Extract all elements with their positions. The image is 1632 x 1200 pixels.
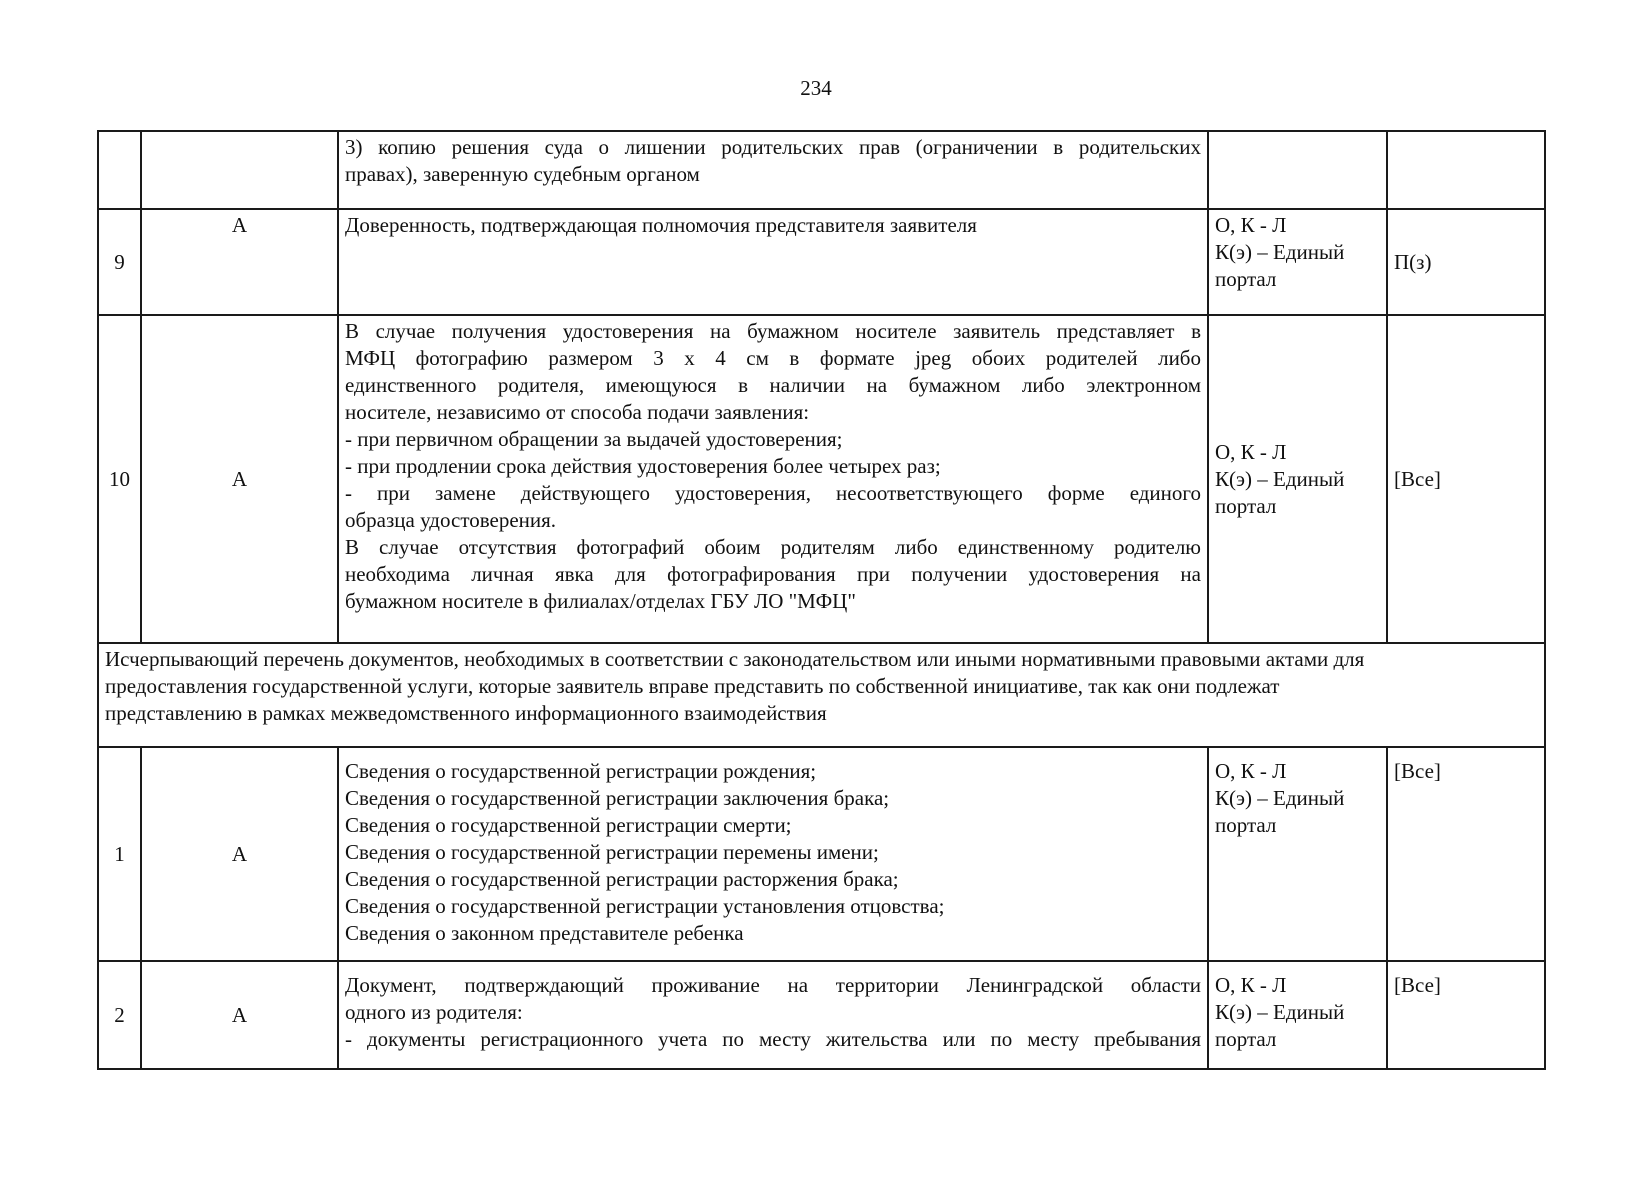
row-form: О, К - Л К(э) – Единый портал bbox=[1208, 747, 1387, 961]
row-form bbox=[1208, 131, 1387, 209]
row-category: А bbox=[141, 315, 338, 643]
section-heading: Исчерпывающий перечень документов, необходимых в соответствии с законодательством или иными нормативными правовыми актами для предоставления государственной услуги, которые заявитель вправе представить по собственной инициативе, так как они подлежат представлению в рамках межведомственного информационного взаимодействия bbox=[98, 643, 1545, 747]
row-applicants: [Все] bbox=[1387, 315, 1545, 643]
table-row bbox=[98, 131, 1545, 209]
row-applicants: П(з) bbox=[1387, 209, 1545, 315]
row-description: 3) копию решения суда о лишении родительских прав (ограничении в родительских правах), заверенную судебным органом bbox=[338, 131, 1208, 209]
table-row bbox=[98, 209, 1545, 315]
row-category: А bbox=[141, 961, 338, 1069]
row-form: О, К - Л К(э) – Единый портал bbox=[1208, 961, 1387, 1069]
table-row bbox=[98, 961, 1545, 1069]
row-category bbox=[141, 131, 338, 209]
row-number: 1 bbox=[98, 747, 141, 961]
row-form: О, К - Л К(э) – Единый портал bbox=[1208, 209, 1387, 315]
table-row bbox=[98, 315, 1545, 643]
row-number bbox=[98, 131, 141, 209]
documents-table bbox=[97, 130, 1546, 1070]
row-description: Доверенность, подтверждающая полномочия представителя заявителя bbox=[338, 209, 1208, 315]
row-description: В случае получения удостоверения на бумажном носителе заявитель представляет в МФЦ фотографию размером 3 х 4 см в формате jpeg обоих родителей либо единственного родителя, имеющуюся в наличии на бумажном либо электронном носителе, независимо от способа подачи заявления: - при первичном обращении за выдачей удостоверения; - при продлении срока действия удостоверения более четырех раз; - при замене действующего удостоверения, несоответствующего форме единого образца удостоверения. В случае отсутствия фотографий обоим родителям либо единственному родителю необходима личная явка для фотографирования при получении удостоверения на бумажном носителе в филиалах/отделах ГБУ ЛО "МФЦ" bbox=[338, 315, 1208, 643]
row-applicants: [Все] bbox=[1387, 961, 1545, 1069]
row-number: 2 bbox=[98, 961, 141, 1069]
page-number: 234 bbox=[800, 76, 832, 100]
row-description: Сведения о государственной регистрации рождения; Сведения о государственной регистрации заключения брака; Сведения о государственной регистрации смерти; Сведения о государственной регистрации перемены имени; Сведения о государственной регистрации расторжения брака; Сведения о государственной регистрации установления отцовства; Сведения о законном представителе ребенка bbox=[338, 747, 1208, 961]
row-category: А bbox=[141, 209, 338, 315]
row-category: А bbox=[141, 747, 338, 961]
row-form: О, К - Л К(э) – Единый портал bbox=[1208, 315, 1387, 643]
section-header-row bbox=[98, 643, 1545, 747]
row-number: 9 bbox=[98, 209, 141, 315]
row-applicants bbox=[1387, 131, 1545, 209]
row-description: Документ, подтверждающий проживание на территории Ленинградской области одного из родителя: - документы регистрационного учета по месту жительства или по месту пребывания bbox=[338, 961, 1208, 1069]
row-applicants: [Все] bbox=[1387, 747, 1545, 961]
table-row bbox=[98, 747, 1545, 961]
row-number: 10 bbox=[98, 315, 141, 643]
